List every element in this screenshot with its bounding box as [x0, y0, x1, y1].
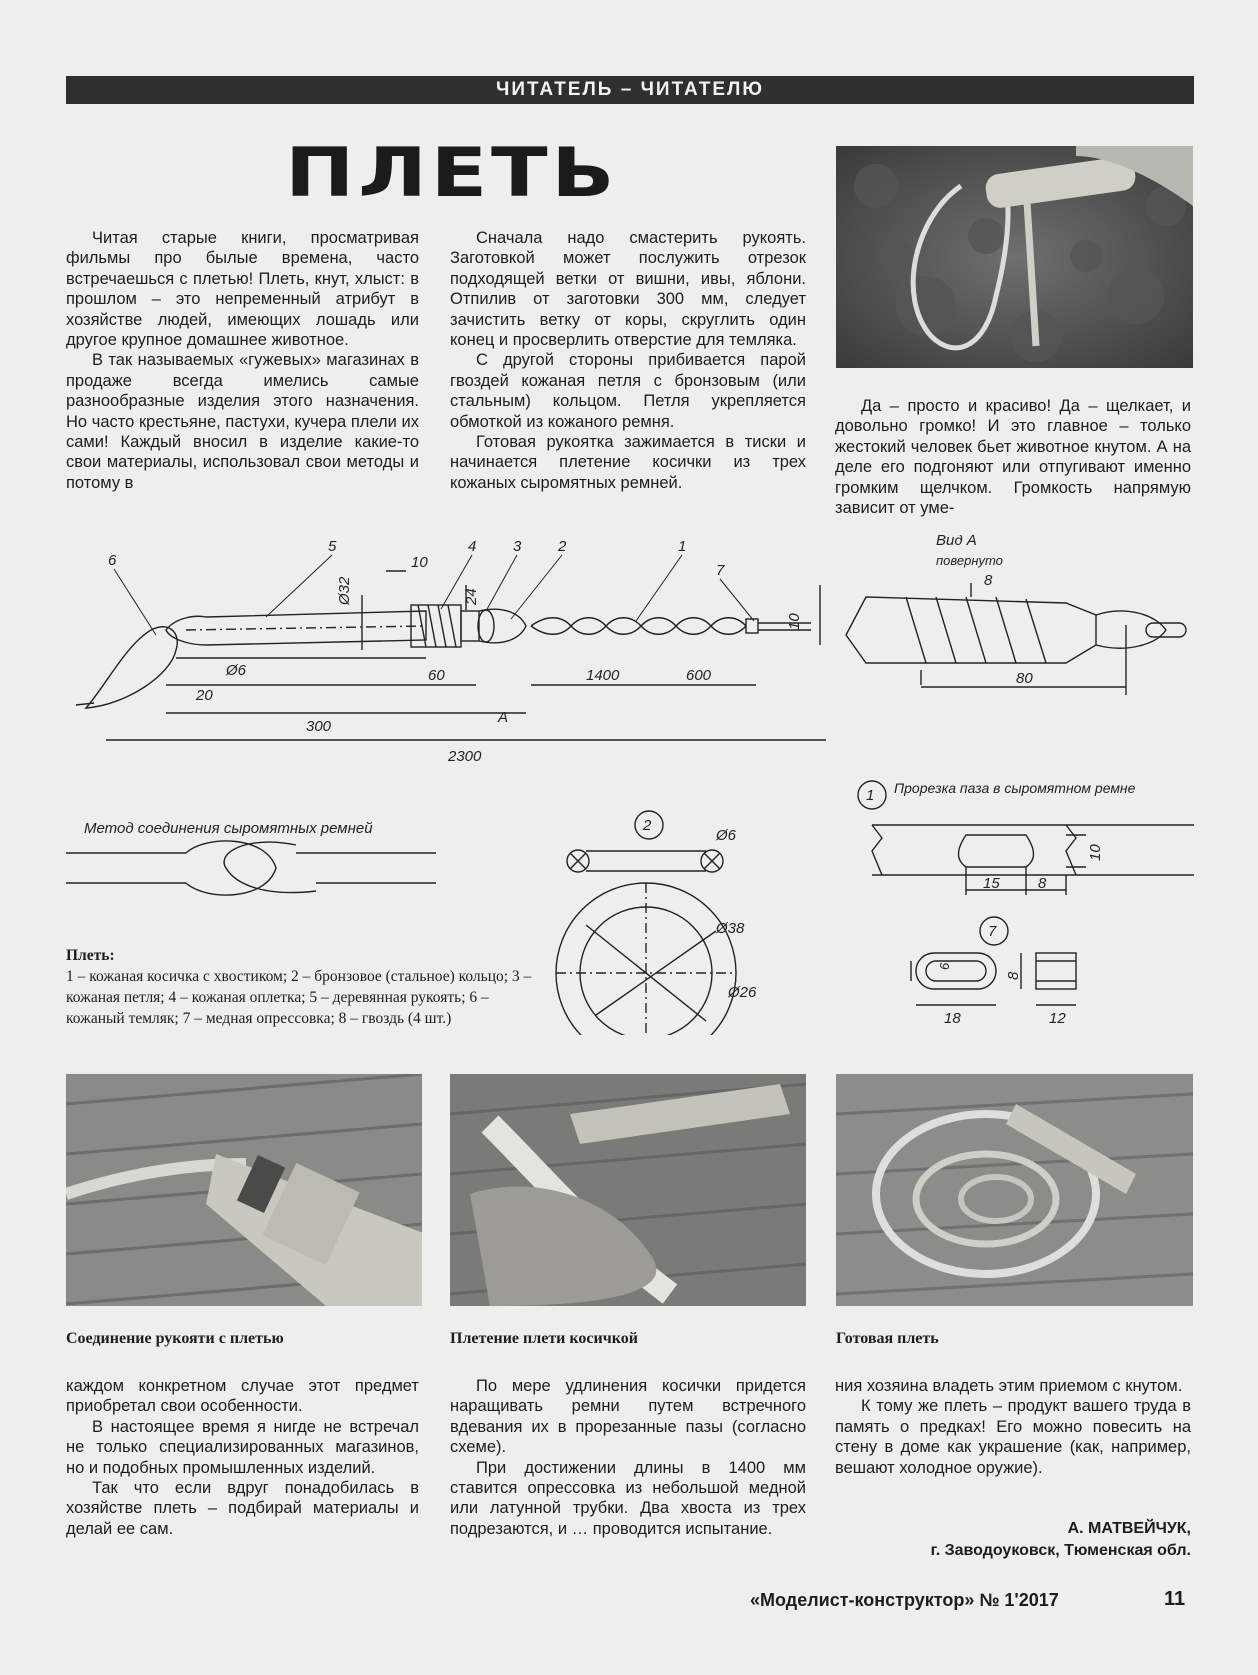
paragraph: В так называемых «гужевых» магазинах в продаже всегда имелись самые разнообразные изделия этого назначения. Но часто крестьяне, пастухи, кучера плели их сами! Каждый вносил в изделие какие-то свои материалы, использовал свои методы и потому в — [66, 351, 419, 492]
paragraph: К тому же плеть – продукт вашего труда в память о предках! Его можно повесить на стену в доме как украшение (как, например, вешают холодное оружие). — [835, 1397, 1191, 1477]
legend-title: Плеть: — [66, 947, 115, 964]
paragraph: Сначала надо смастерить рукоять. Заготовкой может послужить отрезок подходящей ветки от вишни, ивы, яблони. Отпилив от заготовки 300 мм, следует зачистить ветку от коры, скруглить один конец и просверлить отверстие для темляка. — [450, 229, 806, 350]
photo-whip-in-hand — [836, 146, 1193, 368]
photo-finished-whip-image — [836, 1074, 1193, 1306]
column-1-bottom — [66, 1376, 419, 1539]
callout-2: 2 — [558, 538, 567, 555]
paragraph: Так что если вдруг понадобилась в хозяйстве плеть – подбирай материалы и делай ее сам. — [66, 1479, 419, 1538]
dim-600: 600 — [686, 667, 712, 684]
legend-text: 1 – кожаная косичка с хвостиком; 2 – бронзовое (стальное) кольцо; 3 – кожаная петля; 4 – кожаная оплетка; 5 – деревянная рукоять; 6 – кожаный темляк; 7 – медная опрессовка; 8 – гвоздь (4 шт.) — [66, 968, 532, 1027]
dim-d32: Ø32 — [336, 576, 353, 605]
dim-d6: Ø6 — [226, 662, 247, 679]
detail-7-d12: 12 — [1049, 1010, 1066, 1027]
photo-braiding — [450, 1074, 806, 1306]
legend — [66, 945, 536, 1029]
photo-finished-whip — [836, 1074, 1193, 1306]
paragraph: каждом конкретном случае этот предмет приобретал свои особенности. — [66, 1377, 419, 1416]
slot-title: Прорезка паза в сыромятном ремне — [894, 780, 1136, 796]
loop-shape — [479, 609, 526, 643]
dim-20: 20 — [196, 687, 213, 704]
detail-2-callout: 2 — [643, 817, 652, 834]
detail-2-d6: Ø6 — [716, 827, 737, 844]
column-1-top — [66, 228, 419, 493]
photo-handle-joint-image — [66, 1074, 422, 1306]
paragraph: Готовая рукоятка зажимается в тиски и начинается плетение косички из трех кожаных сыромятных ремней. — [450, 433, 806, 492]
handle-shape — [166, 611, 426, 645]
detail-7-callout: 7 — [988, 923, 997, 940]
ring-shape — [478, 610, 494, 642]
callout-1: 1 — [678, 538, 687, 555]
photo-braiding-image — [450, 1074, 806, 1306]
column-2-top — [450, 228, 806, 493]
dim-1400: 1400 — [586, 667, 620, 684]
arrow-a-label: A — [498, 709, 509, 726]
callout-7: 7 — [716, 562, 725, 579]
view-a-subtitle: повернуто — [936, 553, 1003, 568]
detail-7-d18: 18 — [944, 1010, 961, 1027]
article-title: ПЛЕТЬ — [285, 134, 619, 213]
section-header: ЧИТАТЕЛЬ – ЧИТАТЕЛЮ — [66, 76, 1194, 104]
photo-whip-in-hand-image — [836, 146, 1193, 368]
detail-7-d8: 8 — [1005, 971, 1022, 980]
paragraph: Да – просто и красиво! Да – щелкает, и довольно громко! И это главное – только жестокий человек бьет животное кнутом. А на деле его подгоняют или отпугивают именно громким щелчком. Громкость напрямую зависит от уме- — [835, 397, 1191, 518]
caption-photo-3: Готовая плеть — [836, 1330, 939, 1347]
footer-magazine: «Моделист-конструктор» № 1'2017 — [750, 1590, 1059, 1610]
dim-10b: 10 — [786, 613, 803, 630]
view-a-title: Вид А — [936, 535, 977, 549]
callout-3: 3 — [513, 538, 522, 555]
paragraph: В настоящее время я нигде не встречал не только специализированных магазинов, но и подобных промышленных изделий. — [66, 1417, 419, 1477]
dim-2300: 2300 — [448, 748, 482, 765]
detail-7-d6: 6 — [937, 962, 952, 970]
view-a-dim-80: 80 — [1016, 670, 1033, 687]
join-method-title: Метод соединения сыромятных ремней — [84, 820, 373, 837]
view-a-callout-8: 8 — [984, 572, 993, 589]
author-name: А. МАТВЕЙЧУК, — [1067, 1520, 1191, 1537]
callout-6: 6 — [108, 552, 117, 569]
detail-1-callout: 1 — [866, 787, 875, 804]
paragraph: Читая старые книги, просматривая фильмы про былые времена, часто встречаешься с плетью! Плеть, кнут, хлыст: в прошлом – это непременный атрибут в хозяйстве людей, имеющих лошадь или другое крупное домашнее животное. — [66, 229, 419, 350]
column-3-bottom — [835, 1376, 1191, 1478]
author-block — [835, 1518, 1191, 1562]
paragraph: С другой стороны прибивается парой гвоздей кожаная петля с бронзовым (или стальным) кольцом. Петля укрепляется обмоткой из кожаного ремня. — [450, 351, 806, 431]
paragraph: По мере удлинения косички придется наращивать ремни путем встречного вдевания их в прорезанные пазы (согласно схеме). — [450, 1377, 806, 1457]
detail-2-d38: Ø38 — [716, 920, 745, 937]
detail-2-d26: Ø26 — [728, 984, 757, 1001]
page-number: 11 — [1164, 1588, 1186, 1610]
column-2-bottom — [450, 1376, 806, 1539]
dim-10: 10 — [411, 554, 428, 571]
photo-handle-joint — [66, 1074, 422, 1306]
detail-1-d10: 10 — [1087, 844, 1104, 861]
dim-300: 300 — [306, 718, 332, 735]
detail-1-d8: 8 — [1038, 875, 1047, 892]
caption-photo-1: Соединение рукояти с плетью — [66, 1330, 284, 1347]
paragraph: ния хозяина владеть этим приемом с кнутом. — [835, 1377, 1183, 1395]
paragraph: При достижении длины в 1400 мм ставится опрессовка из небольшой медной или латунной трубки. Два хвоста из трех подрезаются, и … проводится испытание. — [450, 1458, 806, 1538]
callout-4: 4 — [468, 538, 477, 555]
callout-5: 5 — [328, 538, 337, 555]
column-3-top — [835, 396, 1191, 518]
dim-24: 24 — [463, 588, 480, 605]
lanyard-shape — [86, 627, 177, 708]
dim-60: 60 — [428, 667, 445, 684]
author-city: г. Заводоуковск, Тюменская обл. — [930, 1542, 1191, 1559]
detail-1-d15: 15 — [983, 875, 1000, 892]
caption-photo-2: Плетение плети косичкой — [450, 1330, 638, 1347]
